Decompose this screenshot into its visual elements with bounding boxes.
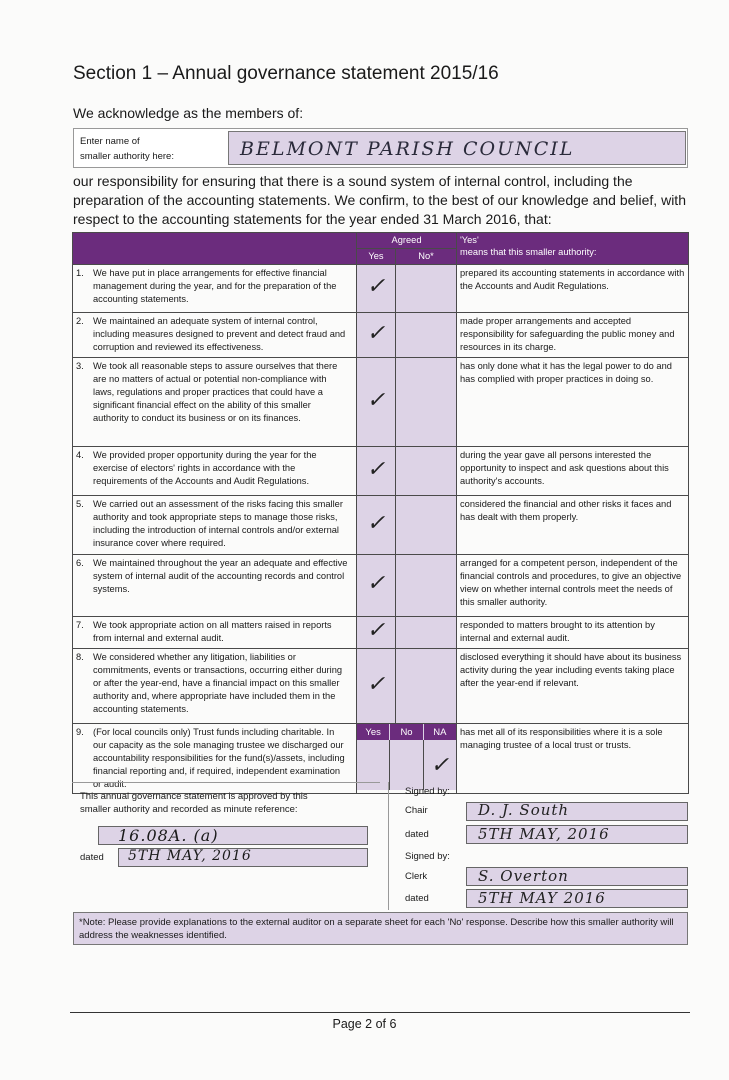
yes-cell[interactable] bbox=[357, 447, 396, 496]
yes-means-line-1: 'Yes' bbox=[460, 235, 479, 245]
table-row-7 bbox=[73, 617, 689, 649]
row-statement bbox=[73, 555, 357, 617]
minute-date-handwritten: 5TH MAY, 2016 bbox=[128, 848, 252, 864]
responsibility-text: our responsibility for ensuring that there is a sound system of internal control, including the preparation of the accounting statements. We confirm, to the best of our knowledge and belief, with respect to the accounting statements for the year ended 31 March 2016, that: bbox=[73, 173, 686, 227]
row-text: We took appropriate action on all matters raised in reports from internal and external audit. bbox=[93, 620, 332, 643]
row-text: We have put in place arrangements for effective financial management during the year, and for the preparation of the accounting statements. bbox=[93, 268, 337, 304]
row-number: 4. bbox=[76, 450, 84, 460]
no-cell[interactable] bbox=[396, 265, 457, 313]
name-label-line-1: Enter name of bbox=[80, 136, 140, 147]
yes-means-header bbox=[457, 233, 689, 265]
clerk-label: Clerk bbox=[405, 871, 428, 882]
yes-cell[interactable] bbox=[357, 496, 396, 555]
clerk-dated-label: dated bbox=[405, 893, 429, 904]
row-number: 8. bbox=[76, 652, 84, 662]
approval-text bbox=[80, 790, 308, 816]
acknowledge-text: We acknowledge as the members of: bbox=[73, 105, 304, 121]
name-label-line-2: smaller authority here: bbox=[80, 151, 174, 162]
row-text: We maintained an adequate system of internal control, including measures designed to prevent and detect fraud and corruption and reviewed its effectiveness. bbox=[93, 316, 346, 352]
table-row-5 bbox=[73, 496, 689, 555]
tick-mark: ✓ bbox=[366, 510, 386, 536]
table-row-4 bbox=[73, 447, 689, 496]
no-cell[interactable] bbox=[396, 313, 457, 358]
row-9-no-cell[interactable] bbox=[390, 740, 423, 790]
tick-mark: ✓ bbox=[430, 752, 450, 778]
row-text: We considered whether any litigation, liabilities or commitments, events or transactions, occurring either during or after the year-end, have a financial impact on this smaller authority and, where appropriate have included them in the accounting statements. bbox=[93, 652, 343, 714]
tick-mark: ✓ bbox=[366, 274, 386, 299]
row-meaning: responded to matters brought to its attention by internal and external audit. bbox=[457, 617, 689, 649]
row-meaning: disclosed everything it should have about its business activity during the year including events taking place after the year-end if relevant. bbox=[457, 649, 689, 724]
row-text: We carried out an assessment of the risks facing this smaller authority and took appropriate steps to manage those risks, including the introduction of internal controls and/or external insurance cover where required. bbox=[93, 499, 343, 548]
row-9-na-cell[interactable] bbox=[424, 740, 456, 790]
governance-statement-table bbox=[72, 232, 689, 794]
yes-column-header: Yes bbox=[357, 249, 396, 265]
approval-line-2: smaller authority and recorded as minute reference: bbox=[80, 804, 298, 815]
row-9-na-header: NA bbox=[424, 724, 456, 740]
no-cell[interactable] bbox=[396, 555, 457, 617]
page-title: Section 1 – Annual governance statement 2015/16 bbox=[73, 63, 499, 84]
row-9-no-header: No bbox=[390, 724, 423, 740]
row-9-number: 9. bbox=[76, 727, 84, 737]
row-number: 6. bbox=[76, 558, 84, 568]
table-row-3 bbox=[73, 358, 689, 447]
no-cell[interactable] bbox=[396, 496, 457, 555]
footnote-box: *Note: Please provide explanations to the external auditor on a separate sheet for each 'No' response. Describe how this smaller authority will address the weaknesses identified. bbox=[73, 912, 688, 945]
row-statement bbox=[73, 447, 357, 496]
row-meaning: prepared its accounting statements in accordance with the Accounts and Audit Regulations. bbox=[457, 265, 689, 313]
row-statement bbox=[73, 265, 357, 313]
row-meaning: arranged for a competent person, independent of the financial controls and procedures, to give an objective view on whether internal controls meet the needs of this smaller authority. bbox=[457, 555, 689, 617]
row-statement bbox=[73, 649, 357, 724]
signed-by-label-2: Signed by: bbox=[405, 851, 450, 862]
footer-rule bbox=[70, 1012, 690, 1013]
table-row-1 bbox=[73, 265, 689, 313]
row-text: We maintained throughout the year an adequate and effective system of internal audit of the accounting records and control systems. bbox=[93, 558, 348, 594]
row-statement bbox=[73, 617, 357, 649]
yes-cell[interactable] bbox=[357, 555, 396, 617]
yes-cell[interactable] bbox=[357, 313, 396, 358]
clerk-date-handwritten: 5TH MAY 2016 bbox=[478, 889, 606, 907]
yes-means-line-2: means that this smaller authority: bbox=[460, 247, 597, 257]
row-number: 2. bbox=[76, 316, 84, 326]
row-number: 7. bbox=[76, 620, 84, 630]
clerk-signature: S. Overton bbox=[478, 867, 569, 885]
chair-date-handwritten: 5TH MAY, 2016 bbox=[478, 825, 610, 843]
authority-name-handwritten: BELMONT PARISH COUNCIL bbox=[240, 138, 575, 160]
yes-cell[interactable] bbox=[357, 649, 396, 724]
row-9-yes-header: Yes bbox=[357, 724, 390, 740]
row-meaning: made proper arrangements and accepted responsibility for safeguarding the public money and resources in its charge. bbox=[457, 313, 689, 358]
row-9-meaning: has met all of its responsibilities where it is a sole managing trustee of a local trust or trusts. bbox=[457, 724, 689, 794]
tick-mark: ✓ bbox=[366, 456, 386, 482]
tick-mark: ✓ bbox=[366, 571, 386, 596]
row-meaning: considered the financial and other risks it faces and has dealt with them properly. bbox=[457, 496, 689, 555]
no-cell[interactable] bbox=[396, 649, 457, 724]
chair-dated-label: dated bbox=[405, 829, 429, 840]
agreed-header: Agreed bbox=[357, 233, 457, 249]
chair-signature: D. J. South bbox=[478, 801, 570, 819]
row-statement bbox=[73, 358, 357, 447]
row-meaning: has only done what it has the legal power to do and has complied with proper practices in doing so. bbox=[457, 358, 689, 447]
row-text: We took all reasonable steps to assure ourselves that there are no matters of actual or potential non-compliance with laws, regulations and proper practices that could have a significant financial effect on the ability of this smaller authority to conduct its business or on its finances. bbox=[93, 361, 338, 423]
row-9-text: (For local councils only) Trust funds including charitable. In our capacity as the sole managing trustee we discharged our accountability responsibilities for the fund(s)/assets, including financial reporting and, if required, independent examination or audit. bbox=[93, 727, 345, 789]
minute-reference-handwritten: 16.08A. (a) bbox=[118, 826, 219, 845]
page-number: Page 2 of 6 bbox=[332, 1017, 397, 1031]
authority-name-label bbox=[80, 134, 174, 164]
table-row-8 bbox=[73, 649, 689, 724]
signed-by-label: Signed by: bbox=[405, 786, 450, 797]
no-cell[interactable] bbox=[396, 358, 457, 447]
no-column-header: No* bbox=[396, 249, 457, 265]
table-header-blank bbox=[73, 233, 357, 265]
row-number: 5. bbox=[76, 499, 84, 509]
chair-label: Chair bbox=[405, 805, 428, 816]
tick-mark: ✓ bbox=[366, 320, 386, 346]
row-text: We provided proper opportunity during the year for the exercise of electors' rights in accordance with the requirements of the Accounts and Audit Regulations. bbox=[93, 450, 317, 486]
no-cell[interactable] bbox=[396, 447, 457, 496]
table-row-6 bbox=[73, 555, 689, 617]
minute-dated-label: dated bbox=[80, 852, 104, 863]
tick-mark: ✓ bbox=[366, 671, 386, 697]
signature-divider bbox=[388, 782, 389, 910]
row-statement bbox=[73, 313, 357, 358]
row-meaning: during the year gave all persons interested the opportunity to inspect and ask questions about this authority's accounts. bbox=[457, 447, 689, 496]
row-number: 1. bbox=[76, 268, 84, 278]
tick-mark: ✓ bbox=[366, 387, 386, 413]
tick-mark: ✓ bbox=[366, 618, 386, 643]
yes-cell[interactable] bbox=[357, 358, 396, 447]
yes-cell[interactable] bbox=[357, 265, 396, 313]
approval-line-1: This annual governance statement is approved by this bbox=[80, 791, 308, 802]
no-cell[interactable] bbox=[396, 617, 457, 649]
table-row-2 bbox=[73, 313, 689, 358]
yes-cell[interactable] bbox=[357, 617, 396, 649]
row-statement bbox=[73, 496, 357, 555]
row-number: 3. bbox=[76, 361, 84, 371]
